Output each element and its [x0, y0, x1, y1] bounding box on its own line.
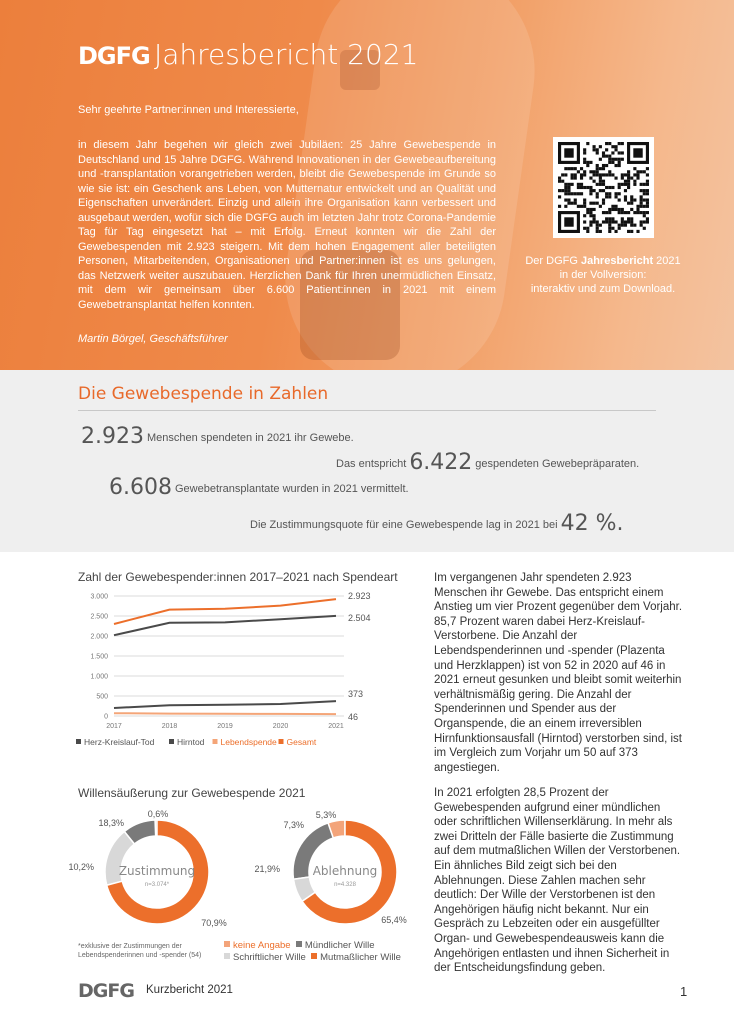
line-chart-title: Zahl der Gewebespender:innen 2017–2021 nach Spendeart — [78, 570, 398, 584]
footer-logo: DGFG — [78, 980, 134, 1002]
donut-slice-label: 18,3% — [98, 818, 124, 828]
stat-donors — [78, 424, 354, 449]
donut-legend — [224, 940, 424, 964]
x-tick-label: 2019 — [217, 723, 233, 730]
legend-swatch-presumed — [311, 953, 317, 959]
series-line-3 — [114, 599, 336, 624]
legend-label: Lebendspende — [220, 737, 277, 747]
qr-code[interactable] — [553, 137, 654, 238]
stat-preparations-value: 6.422 — [409, 450, 473, 475]
page-number: 1 — [680, 984, 688, 999]
stat-transplants-value: 6.608 — [109, 475, 172, 500]
legend-label-none: keine Angabe — [233, 940, 291, 951]
x-tick-label: 2021 — [328, 723, 344, 730]
donor-paragraph: Im vergangenen Jahr spendeten 2.923 Menschen ihr Gewebe. Das entspricht einem Anstieg um vier Prozent gegenüber dem Vorjahr. 85,7 Prozent waren dabei Herz-Kreislauf-Verstorbene. Die Anzahl der Lebendspenderinnen und -spender (Plazenta und Herzklappen) ist von 52 in 2020 auf 46 in 2021 erneut gesunken und bleibt somit weiterhin verhältnismäßig gering. Die Anzahl der Spenderinnen und Spender aus der Organspende, die an einem irreversiblen Hirnfunktionsausfall (Hirntod) verstorben sind, ist im Vergleich zum Vorjahr um 50 auf 373 angestiegen. — [434, 572, 683, 774]
donut-slice-label: 70,9% — [201, 918, 227, 928]
letter-salutation: Sehr geehrte Partner:innen und Interessierte, — [78, 104, 299, 116]
hero-banner — [0, 0, 734, 370]
legend-swatch — [279, 739, 284, 744]
y-tick-label: 3.000 — [90, 593, 108, 601]
y-tick-label: 0 — [104, 713, 108, 721]
series-end-label: 2.504 — [348, 612, 371, 623]
y-tick-label: 1.500 — [90, 653, 108, 661]
y-tick-label: 500 — [96, 693, 108, 701]
donut-center-sub: n=3.074* — [144, 882, 170, 888]
legend-label-oral: Mündlicher Wille — [304, 940, 375, 951]
stat-consent-value: 42 %. — [560, 511, 624, 536]
stat-donors-text: Menschen spendeten in 2021 ihr Gewebe. — [146, 432, 354, 444]
donut-chart-title: Willensäußerung zur Gewebespende 2021 — [78, 786, 306, 800]
qr-code-icon — [558, 142, 649, 233]
consent-paragraph: In 2021 erfolgten 28,5 Prozent der Gewebespenden aufgrund einer mündlichen oder schriftlichen Willenserklärung. In mehr als zwei Dritteln der Fälle basierte die Zustimmung auf dem mutmaßlichen Willen der Verstorbenen. Ein ähnliches Bild zeigt sich bei den Ablehnungen. Diese Zahlen machen sehr deutlich: Der Wille der Verstorbenen ist den Angehörigen häufig nicht bekannt. Nur ein Gespräch zu Lebzeiten oder ein ausgefüllter Organ- und Gewebespendeausweis kann die Angehörigen entlasten und ihnen Sicherheit in der Entscheidungsfindung geben. — [434, 787, 681, 975]
donut-slice-label: 0,6% — [147, 809, 169, 819]
series-line-1 — [114, 701, 336, 708]
y-tick-label: 1.000 — [90, 673, 108, 681]
numbers-title: Die Gewebespende in Zahlen — [78, 384, 329, 404]
footer-label: Kurzbericht 2021 — [146, 984, 233, 996]
dgfg-logo: DGFG — [78, 42, 150, 70]
y-tick-label: 2.500 — [90, 613, 108, 621]
letter-signature: Martin Börgel, Geschäftsführer — [78, 333, 228, 345]
legend-swatch-none — [224, 941, 230, 947]
qr-caption: Der DGFG Jahresbericht 2021 in der Vollversion: interaktiv und zum Download. — [525, 255, 681, 295]
section-divider — [78, 410, 656, 411]
stat-preparations — [336, 450, 639, 475]
donut-slice-label: 5,3% — [315, 810, 337, 820]
legend-label: Gesamt — [286, 737, 317, 747]
donut-chart-consent — [66, 802, 246, 942]
donut-slice-label: 10,2% — [68, 862, 94, 872]
legend-label: Herz-Kreislauf-Tod — [84, 737, 155, 747]
legend-label: Hirntod — [177, 737, 205, 747]
legend-swatch-written — [224, 953, 230, 959]
donut-center-label: Zustimmung — [118, 864, 196, 878]
stat-consent — [250, 511, 626, 536]
x-tick-label: 2020 — [272, 723, 289, 730]
x-tick-label: 2017 — [106, 723, 122, 730]
series-end-label: 2.923 — [348, 591, 371, 602]
donut-footnote: *exklusive der Zustimmungen der Lebendspenderinnen und -spender (54) — [78, 943, 202, 959]
donut-chart-refusal — [250, 802, 430, 942]
donut-slice-label: 65,4% — [381, 915, 407, 925]
legend-swatch-oral — [296, 941, 302, 947]
legend-label-presumed: Mutmaßlicher Wille — [320, 952, 401, 963]
series-end-label: 373 — [348, 689, 364, 700]
donut-slice-label: 7,3% — [283, 820, 304, 830]
stat-donors-value: 2.923 — [81, 424, 144, 449]
line-chart — [74, 588, 404, 748]
stat-transplants — [106, 475, 409, 500]
series-line-2 — [114, 713, 336, 714]
legend-swatch — [76, 739, 81, 744]
page-title: Jahresbericht 2021 — [154, 38, 419, 71]
legend-swatch — [169, 739, 174, 744]
legend-swatch — [213, 739, 218, 744]
stat-transplants-text: Gewebetransplantate wurden in 2021 vermittelt. — [174, 483, 409, 495]
stat-preparations-text: gespendeten Gewebepräparaten. — [475, 458, 640, 470]
series-line-0 — [114, 616, 336, 635]
stat-consent-text: Die Zustimmungsquote für eine Gewebespende lag in 2021 bei — [250, 519, 558, 531]
x-tick-label: 2018 — [161, 723, 178, 730]
y-tick-label: 2.000 — [90, 633, 108, 641]
numbers-section — [0, 370, 734, 552]
donut-slice-label: 21,9% — [254, 864, 280, 874]
letter-body: in diesem Jahr begehen wir gleich zwei Jubiläen: 25 Jahre Gewebespende in Deutschland und 15 Jahre DGFG. Während Innovationen in der Gewebeaufbereitung und -transplantation vorangetrieben werden, bleibt die Gewebespende im Grunde so wie sie ist: ein Geschenk ans Leben, von Mutternatur entwickelt und an Qualität und Eigenschaften unverändert. Einzig und allein ihre Organisation kann verbessert und ausgebaut werden, wofür sich die DGFG auch im letzten Jahr trotz Corona-Pandemie Tag für Tag eingesetzt hat – mit Erfolg. Erneut konnten wir die Zahl der Gewebespenden mit 2.923 steigern. Mit dem hohen Engagement aller beteiligten Personen, Mitarbeitenden, Organisationen und Partner:innen ist es uns gelungen, das Netzwerk weiter auszubauen. Herzlichen Dank für Ihren unermüdlichen Einsatz, mit dem wir gemeinsam über 6.600 Patient:innen in 2021 mit einem Gewebetransplantat helfen konnten. — [78, 139, 496, 311]
donut-center-label: Ablehnung — [312, 864, 378, 878]
donut-center-sub: n=4.328 — [334, 882, 356, 888]
stat-preparations-pre: Das entspricht — [336, 458, 407, 470]
series-end-label: 46 — [348, 712, 359, 723]
legend-label-written: Schriftlicher Wille — [233, 952, 306, 963]
